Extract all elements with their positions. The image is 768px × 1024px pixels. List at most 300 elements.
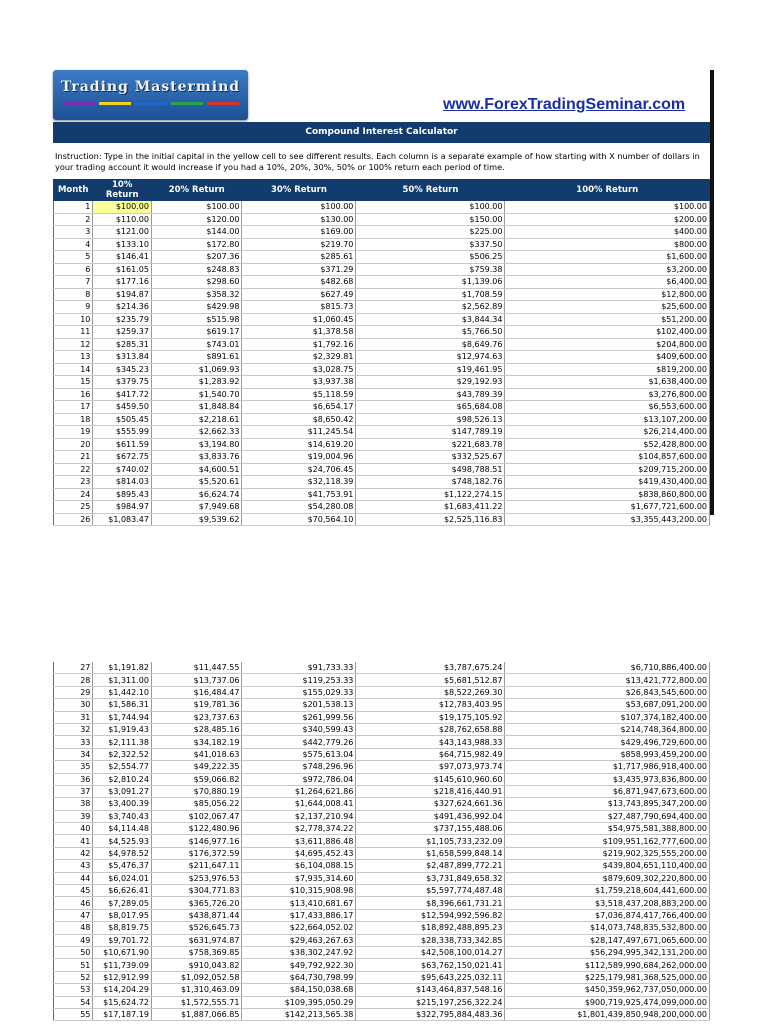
table-row — [54, 276, 710, 289]
value-cell: $3,518,437,208,883,200.00 — [505, 897, 710, 909]
month-cell: 6 — [54, 263, 93, 276]
value-cell: $6,654.17 — [242, 401, 356, 414]
value-cell: $59,066.82 — [151, 773, 242, 785]
value-cell: $3,276,800.00 — [505, 388, 710, 401]
month-cell: 53 — [54, 984, 93, 996]
value-cell: $12,783,403.95 — [356, 699, 505, 711]
value-cell: $526,645.73 — [151, 922, 242, 934]
table-row — [54, 1008, 710, 1020]
value-cell: $1,644,008.41 — [242, 798, 356, 810]
value-cell: $13,107,200.00 — [505, 413, 710, 426]
value-cell: $400.00 — [505, 226, 710, 239]
value-cell: $2,322.52 — [93, 748, 152, 760]
value-cell: $1,717,986,918,400.00 — [505, 761, 710, 773]
table-row — [54, 761, 710, 773]
month-cell: 24 — [54, 488, 93, 501]
column-header: 10% Return — [93, 180, 152, 201]
table-row — [54, 860, 710, 872]
value-cell: $172.80 — [151, 238, 242, 251]
value-cell: $38,302,247.92 — [242, 946, 356, 958]
value-cell: $4,600.51 — [151, 463, 242, 476]
value-cell: $100.00 — [356, 201, 505, 214]
value-cell: $8,819.75 — [93, 922, 152, 934]
value-cell: $214.36 — [93, 301, 152, 314]
value-cell: $1,586.31 — [93, 699, 152, 711]
table-row — [54, 909, 710, 921]
value-cell: $619.17 — [151, 326, 242, 339]
value-cell: $11,245.54 — [242, 426, 356, 439]
value-cell: $2,218.61 — [151, 413, 242, 426]
value-cell: $2,525,116.83 — [356, 513, 505, 526]
month-cell: 41 — [54, 835, 93, 847]
value-cell: $1,105,733,232.09 — [356, 835, 505, 847]
instructions-text: Instruction: Type in the initial capital in the yellow cell to see different results. Each column is a separate example of how starting with X number of dollars in your trading account it would increase if you had a 10%, 20%, 30%, 50% or 100% return each period of time. — [55, 151, 700, 172]
value-cell: $209,715,200.00 — [505, 463, 710, 476]
value-cell: $365,726.20 — [151, 897, 242, 909]
value-cell: $6,710,886,400.00 — [505, 662, 710, 674]
value-cell: $1,069.93 — [151, 363, 242, 376]
value-cell: $43,789.39 — [356, 388, 505, 401]
value-cell: $10,315,908.98 — [242, 885, 356, 897]
logo-color-bars — [63, 102, 239, 105]
value-cell: $304,771.83 — [151, 885, 242, 897]
value-cell: $211,647.11 — [151, 860, 242, 872]
value-cell: $8,649.76 — [356, 338, 505, 351]
value-cell: $332,525.67 — [356, 451, 505, 464]
value-cell: $63,762,150,021.41 — [356, 959, 505, 971]
value-cell: $147,789.19 — [356, 426, 505, 439]
value-cell: $838,860,800.00 — [505, 488, 710, 501]
table-row — [54, 946, 710, 958]
value-cell: $858,993,459,200.00 — [505, 748, 710, 760]
table-row — [54, 351, 710, 364]
value-cell: $1,600.00 — [505, 251, 710, 264]
value-cell: $2,554.77 — [93, 761, 152, 773]
value-cell: $6,871,947,673,600.00 — [505, 785, 710, 797]
value-cell: $5,476.37 — [93, 860, 152, 872]
value-cell: $1,310,463.09 — [151, 984, 242, 996]
value-cell: $8,522,269.30 — [356, 686, 505, 698]
value-cell: $1,311.00 — [93, 674, 152, 686]
value-cell: $672.75 — [93, 451, 152, 464]
table-row — [54, 376, 710, 389]
value-cell: $146.41 — [93, 251, 152, 264]
value-cell: $1,792.16 — [242, 338, 356, 351]
month-cell: 42 — [54, 847, 93, 859]
table-row — [54, 810, 710, 822]
value-cell: $3,611,886.48 — [242, 835, 356, 847]
value-cell: $506.25 — [356, 251, 505, 264]
value-cell: $1,658,599,848.14 — [356, 847, 505, 859]
initial-capital-input[interactable]: $100.00 — [93, 201, 152, 214]
value-cell: $54,280.08 — [242, 501, 356, 514]
value-cell: $895.43 — [93, 488, 152, 501]
value-cell: $261,999.56 — [242, 711, 356, 723]
value-cell: $9,539.62 — [151, 513, 242, 526]
value-cell: $1,677,721,600.00 — [505, 501, 710, 514]
value-cell: $155,029.33 — [242, 686, 356, 698]
table-row — [54, 699, 710, 711]
value-cell: $984.97 — [93, 501, 152, 514]
column-header: 20% Return — [151, 180, 242, 201]
value-cell: $25,600.00 — [505, 301, 710, 314]
value-cell: $891.61 — [151, 351, 242, 364]
value-cell: $100.00 — [242, 201, 356, 214]
page-right-border — [710, 70, 714, 515]
value-cell: $18,892,488,895.23 — [356, 922, 505, 934]
value-cell: $1,283.92 — [151, 376, 242, 389]
value-cell: $1,638,400.00 — [505, 376, 710, 389]
value-cell: $3,091.27 — [93, 785, 152, 797]
value-cell: $2,137,210.94 — [242, 810, 356, 822]
value-cell: $259.37 — [93, 326, 152, 339]
value-cell: $13,743,895,347,200.00 — [505, 798, 710, 810]
table-row — [54, 338, 710, 351]
value-cell: $740.02 — [93, 463, 152, 476]
table-row — [54, 798, 710, 810]
value-cell: $23,737.63 — [151, 711, 242, 723]
value-cell: $3,787,675.24 — [356, 662, 505, 674]
value-cell: $27,487,790,694,400.00 — [505, 810, 710, 822]
value-cell: $194.87 — [93, 288, 152, 301]
table-row — [54, 823, 710, 835]
month-cell: 5 — [54, 251, 93, 264]
value-cell: $51,200.00 — [505, 313, 710, 326]
value-cell: $5,681,512.87 — [356, 674, 505, 686]
value-cell: $285.31 — [93, 338, 152, 351]
month-cell: 29 — [54, 686, 93, 698]
value-cell: $219,902,325,555,200.00 — [505, 847, 710, 859]
value-cell: $737,155,488.06 — [356, 823, 505, 835]
value-cell: $207.36 — [151, 251, 242, 264]
month-cell: 37 — [54, 785, 93, 797]
value-cell: $6,626.41 — [93, 885, 152, 897]
value-cell: $1,919.43 — [93, 723, 152, 735]
value-cell: $340,599.43 — [242, 723, 356, 735]
table-row — [54, 971, 710, 983]
value-cell: $84,150,038.68 — [242, 984, 356, 996]
value-cell: $26,214,400.00 — [505, 426, 710, 439]
value-cell: $1,708.59 — [356, 288, 505, 301]
table-row — [54, 922, 710, 934]
value-cell: $219.70 — [242, 238, 356, 251]
month-cell: 26 — [54, 513, 93, 526]
value-cell: $28,762,658.88 — [356, 723, 505, 735]
value-cell: $104,857,600.00 — [505, 451, 710, 464]
value-cell: $22,664,052.02 — [242, 922, 356, 934]
value-cell: $100.00 — [151, 201, 242, 214]
value-cell: $53,687,091,200.00 — [505, 699, 710, 711]
value-cell: $130.00 — [242, 213, 356, 226]
value-cell: $43,143,988.33 — [356, 736, 505, 748]
value-cell: $298.60 — [151, 276, 242, 289]
value-cell: $235.79 — [93, 313, 152, 326]
table-row — [54, 872, 710, 884]
value-cell: $327,624,661.36 — [356, 798, 505, 810]
value-cell: $358.32 — [151, 288, 242, 301]
value-cell: $218,416,440.91 — [356, 785, 505, 797]
value-cell: $417.72 — [93, 388, 152, 401]
value-cell: $12,974.63 — [356, 351, 505, 364]
value-cell: $214,748,364,800.00 — [505, 723, 710, 735]
value-cell: $248.83 — [151, 263, 242, 276]
month-cell: 33 — [54, 736, 93, 748]
table-row — [54, 213, 710, 226]
column-header: 30% Return — [242, 180, 356, 201]
value-cell: $12,800.00 — [505, 288, 710, 301]
month-cell: 28 — [54, 674, 93, 686]
value-cell: $204,800.00 — [505, 338, 710, 351]
value-cell: $28,147,497,671,065,600.00 — [505, 934, 710, 946]
table-row — [54, 476, 710, 489]
table-row — [54, 686, 710, 698]
value-cell: $5,118.59 — [242, 388, 356, 401]
value-cell: $109,951,162,777,600.00 — [505, 835, 710, 847]
value-cell: $1,442.10 — [93, 686, 152, 698]
month-cell: 12 — [54, 338, 93, 351]
value-cell: $555.99 — [93, 426, 152, 439]
month-cell: 10 — [54, 313, 93, 326]
value-cell: $3,028.75 — [242, 363, 356, 376]
table-row — [54, 226, 710, 239]
value-cell: $91,733.33 — [242, 662, 356, 674]
table-row — [54, 326, 710, 339]
value-cell: $371.29 — [242, 263, 356, 276]
month-cell: 46 — [54, 897, 93, 909]
value-cell: $491,436,992.04 — [356, 810, 505, 822]
table-row — [54, 201, 710, 214]
value-cell: $1,264,621.86 — [242, 785, 356, 797]
table-row — [54, 847, 710, 859]
value-cell: $145,610,960.60 — [356, 773, 505, 785]
compound-table-top — [53, 179, 710, 526]
table-row — [54, 313, 710, 326]
value-cell: $1,191.82 — [93, 662, 152, 674]
value-cell: $29,192.93 — [356, 376, 505, 389]
month-cell: 49 — [54, 934, 93, 946]
value-cell: $627.49 — [242, 288, 356, 301]
value-cell: $95,643,225,032.11 — [356, 971, 505, 983]
table-row — [54, 674, 710, 686]
value-cell: $3,200.00 — [505, 263, 710, 276]
value-cell: $201,538.13 — [242, 699, 356, 711]
value-cell: $4,695,452.43 — [242, 847, 356, 859]
value-cell: $161.05 — [93, 263, 152, 276]
table-row — [54, 288, 710, 301]
table-row — [54, 251, 710, 264]
value-cell: $2,662.33 — [151, 426, 242, 439]
value-cell: $2,111.38 — [93, 736, 152, 748]
month-cell: 52 — [54, 971, 93, 983]
value-cell: $1,092,052.58 — [151, 971, 242, 983]
value-cell: $215,197,256,322.24 — [356, 996, 505, 1008]
month-cell: 40 — [54, 823, 93, 835]
value-cell: $5,520.61 — [151, 476, 242, 489]
value-cell: $439,804,651,110,400.00 — [505, 860, 710, 872]
value-cell: $225,179,981,368,525,000.00 — [505, 971, 710, 983]
value-cell: $17,187.19 — [93, 1008, 152, 1020]
table-row — [54, 363, 710, 376]
value-cell: $2,329.81 — [242, 351, 356, 364]
value-cell: $176,372.59 — [151, 847, 242, 859]
value-cell: $1,139.06 — [356, 276, 505, 289]
value-cell: $819,200.00 — [505, 363, 710, 376]
value-cell: $32,118.39 — [242, 476, 356, 489]
value-cell: $49,222.35 — [151, 761, 242, 773]
value-cell: $743.01 — [151, 338, 242, 351]
value-cell: $143,464,837,548.16 — [356, 984, 505, 996]
value-cell: $3,740.43 — [93, 810, 152, 822]
month-cell: 55 — [54, 1008, 93, 1020]
month-cell: 22 — [54, 463, 93, 476]
value-cell: $70,880.19 — [151, 785, 242, 797]
month-cell: 4 — [54, 238, 93, 251]
site-link[interactable]: www.ForexTradingSeminar.com — [443, 96, 686, 113]
value-cell: $64,715,982.49 — [356, 748, 505, 760]
month-cell: 45 — [54, 885, 93, 897]
value-cell: $109,395,050.29 — [242, 996, 356, 1008]
value-cell: $169.00 — [242, 226, 356, 239]
month-cell: 34 — [54, 748, 93, 760]
value-cell: $1,083.47 — [93, 513, 152, 526]
value-cell: $19,004.96 — [242, 451, 356, 464]
month-cell: 36 — [54, 773, 93, 785]
value-cell: $52,428,800.00 — [505, 438, 710, 451]
value-cell: $42,508,100,014.27 — [356, 946, 505, 958]
value-cell: $611.59 — [93, 438, 152, 451]
value-cell: $345.23 — [93, 363, 152, 376]
table-row — [54, 773, 710, 785]
value-cell: $4,114.48 — [93, 823, 152, 835]
value-cell: $285.61 — [242, 251, 356, 264]
value-cell: $3,833.76 — [151, 451, 242, 464]
value-cell: $177.16 — [93, 276, 152, 289]
value-cell: $3,844.34 — [356, 313, 505, 326]
value-cell: $97,073,973.74 — [356, 761, 505, 773]
table-row — [54, 711, 710, 723]
value-cell: $65,684.08 — [356, 401, 505, 414]
value-cell: $4,978.52 — [93, 847, 152, 859]
value-cell: $8,650.42 — [242, 413, 356, 426]
value-cell: $120.00 — [151, 213, 242, 226]
value-cell: $5,597,774,487.48 — [356, 885, 505, 897]
value-cell: $121.00 — [93, 226, 152, 239]
month-cell: 35 — [54, 761, 93, 773]
value-cell: $1,801,439,850,948,200,000.00 — [505, 1008, 710, 1020]
value-cell: $1,060.45 — [242, 313, 356, 326]
month-cell: 44 — [54, 872, 93, 884]
value-cell: $515.98 — [151, 313, 242, 326]
value-cell: $221,683.78 — [356, 438, 505, 451]
column-header: 100% Return — [505, 180, 710, 201]
value-cell: $1,540.70 — [151, 388, 242, 401]
value-cell: $748,296.96 — [242, 761, 356, 773]
value-cell: $800.00 — [505, 238, 710, 251]
value-cell: $142,213,565.38 — [242, 1008, 356, 1020]
table-row — [54, 513, 710, 526]
value-cell: $748,182.76 — [356, 476, 505, 489]
month-cell: 39 — [54, 810, 93, 822]
value-cell: $13,410,681.67 — [242, 897, 356, 909]
value-cell: $313.84 — [93, 351, 152, 364]
column-header: Month — [54, 180, 93, 201]
value-cell: $133.10 — [93, 238, 152, 251]
value-cell: $1,122,274.15 — [356, 488, 505, 501]
month-cell: 47 — [54, 909, 93, 921]
month-cell: 54 — [54, 996, 93, 1008]
value-cell: $3,937.38 — [242, 376, 356, 389]
value-cell: $379.75 — [93, 376, 152, 389]
value-cell: $442,779.26 — [242, 736, 356, 748]
table-row — [54, 463, 710, 476]
value-cell: $16,484.47 — [151, 686, 242, 698]
table-row — [54, 488, 710, 501]
value-cell: $7,036,874,417,766,400.00 — [505, 909, 710, 921]
month-cell: 19 — [54, 426, 93, 439]
value-cell: $815.73 — [242, 301, 356, 314]
value-cell: $144.00 — [151, 226, 242, 239]
value-cell: $9,701.72 — [93, 934, 152, 946]
table-row — [54, 984, 710, 996]
value-cell: $54,975,581,388,800.00 — [505, 823, 710, 835]
calculator-title: Compound Interest Calculator — [53, 122, 710, 143]
value-cell: $19,461.95 — [356, 363, 505, 376]
value-cell: $3,435,973,836,800.00 — [505, 773, 710, 785]
value-cell: $26,843,545,600.00 — [505, 686, 710, 698]
table-row — [54, 934, 710, 946]
value-cell: $419,430,400.00 — [505, 476, 710, 489]
value-cell: $107,374,182,400.00 — [505, 711, 710, 723]
table-row — [54, 238, 710, 251]
value-cell: $972,786.04 — [242, 773, 356, 785]
value-cell: $28,338,733,342.85 — [356, 934, 505, 946]
value-cell: $13,737.06 — [151, 674, 242, 686]
value-cell: $12,912.99 — [93, 971, 152, 983]
value-cell: $102,400.00 — [505, 326, 710, 339]
value-cell: $459.50 — [93, 401, 152, 414]
table-row — [54, 748, 710, 760]
value-cell: $41,018.63 — [151, 748, 242, 760]
value-cell: $98,526.13 — [356, 413, 505, 426]
value-cell: $10,671.90 — [93, 946, 152, 958]
value-cell: $12,594,992,596.82 — [356, 909, 505, 921]
value-cell: $2,810.24 — [93, 773, 152, 785]
table-row — [54, 785, 710, 797]
value-cell: $19,175,105.92 — [356, 711, 505, 723]
value-cell: $498,788.51 — [356, 463, 505, 476]
value-cell: $6,553,600.00 — [505, 401, 710, 414]
value-cell: $409,600.00 — [505, 351, 710, 364]
month-cell: 7 — [54, 276, 93, 289]
month-cell: 16 — [54, 388, 93, 401]
month-cell: 20 — [54, 438, 93, 451]
month-cell: 51 — [54, 959, 93, 971]
value-cell: $150.00 — [356, 213, 505, 226]
trading-mastermind-logo — [53, 70, 248, 120]
compound-table-bottom — [53, 662, 710, 1021]
table-row — [54, 301, 710, 314]
value-cell: $85,056.22 — [151, 798, 242, 810]
logo-text: Trading Mastermind — [60, 79, 241, 95]
table-header-row — [54, 180, 710, 201]
value-cell: $34,182.19 — [151, 736, 242, 748]
table-row — [54, 438, 710, 451]
value-cell: $1,759,218,604,441,600.00 — [505, 885, 710, 897]
value-cell: $1,378.58 — [242, 326, 356, 339]
value-cell: $2,487,899,772.21 — [356, 860, 505, 872]
value-cell: $3,194.80 — [151, 438, 242, 451]
value-cell: $2,778,374.22 — [242, 823, 356, 835]
